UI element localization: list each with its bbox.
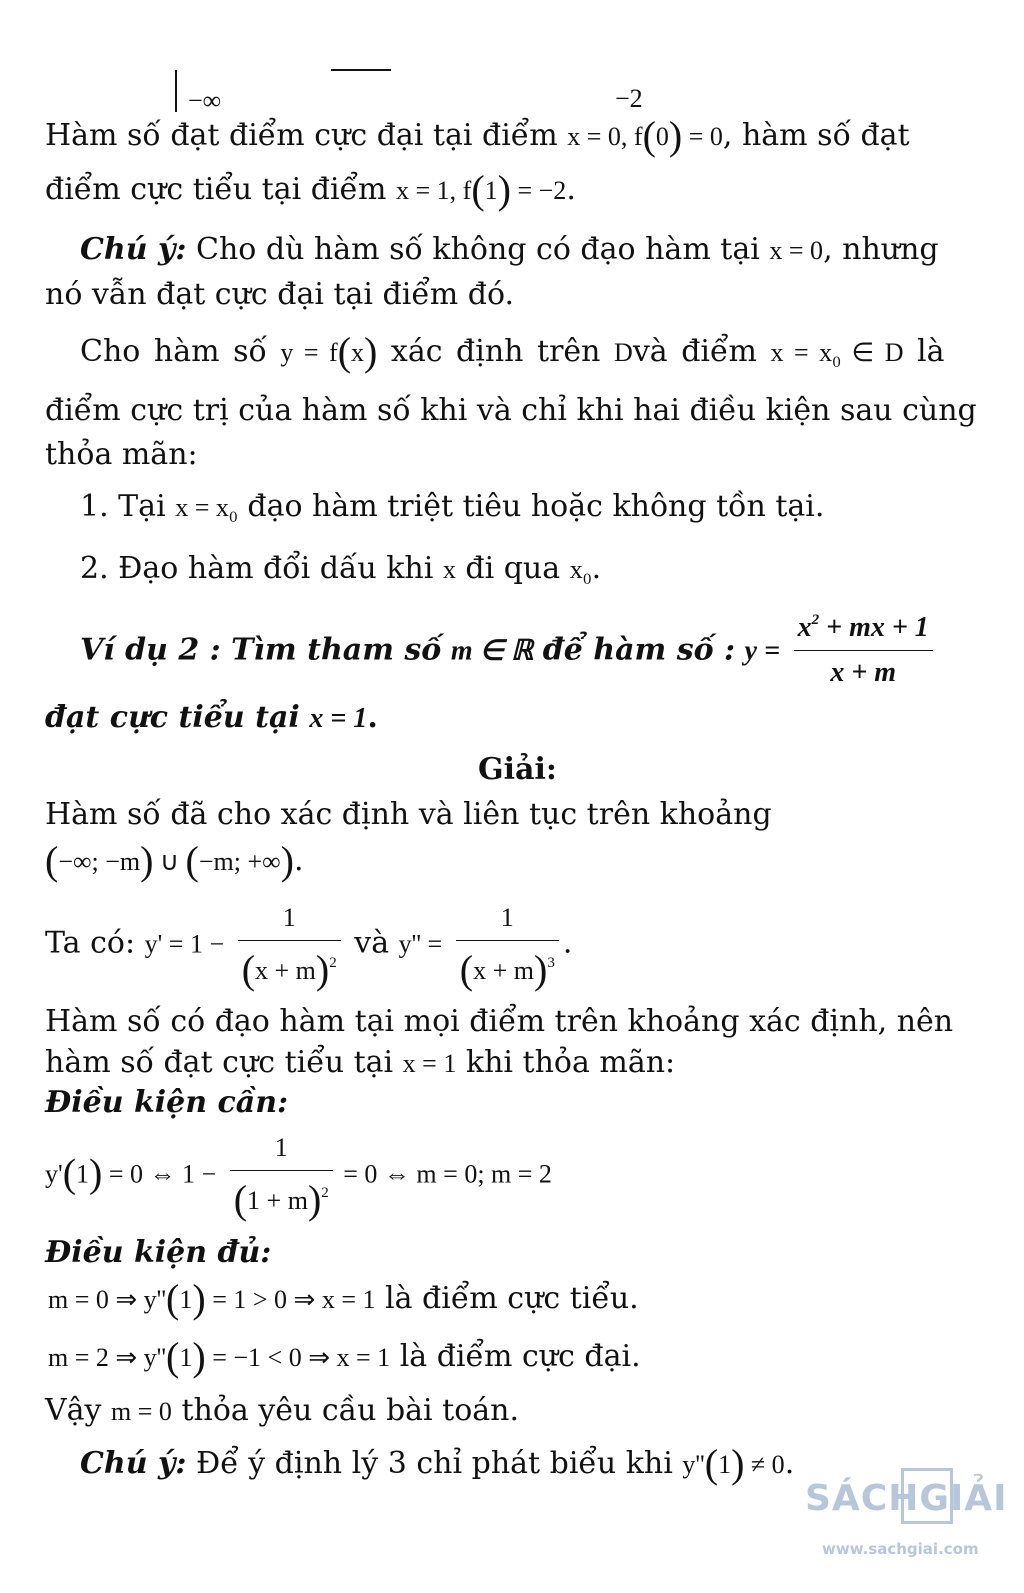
solution-line1: Hàm số đã cho xác định và liên tục trên khoảng: [45, 797, 772, 832]
sufficient-1: m = 0 ⇒ y''(1) = 1 > 0 ⇒ x = 1 là điểm cực tiểu.: [48, 1276, 639, 1321]
para2-line3: thỏa mãn:: [45, 437, 198, 472]
para2-line2: điểm cực trị của hàm số khi và chỉ khi hai điều kiện sau cùng: [45, 393, 977, 428]
necessary-heading: Điều kiện cần:: [45, 1085, 289, 1120]
solution-interval: (−∞; −m) ∪ (−m; +∞).: [45, 838, 304, 883]
solution-line4: hàm số đạt cực tiểu tại x = 1 khi thỏa mãn:: [45, 1045, 676, 1080]
solution-title: Giải:: [478, 752, 557, 787]
note1-line2: nó vẫn đạt cực đại tại điểm đó.: [45, 277, 515, 312]
solution-line3: Hàm số có đạo hàm tại mọi điểm trên khoảng xác định, nên: [45, 1004, 954, 1039]
logo-text: SÁCHGIẢI: [805, 1478, 1008, 1519]
conclusion: Vậy m = 0 thỏa yêu cầu bài toán.: [45, 1393, 520, 1428]
table-border: [175, 70, 177, 112]
para2-line1: Cho hàm số y = f(x) xác định trên Dvà điểm $x = x_0$ ∈ D là: [80, 329, 945, 374]
note1-line1: Chú ý: Cho dù hàm số không có đạo hàm tại x = 0, nhưng: [80, 232, 939, 267]
sufficient-2: m = 2 ⇒ y''(1) = −1 < 0 ⇒ x = 1 là điểm cực đại.: [48, 1334, 641, 1379]
necessary-condition: y'(1) = 0 ⇔ 1 − $\frac{1}{(1 + m)^2}$ = 0 ⇔ m = 0; m = 2: [45, 1133, 552, 1222]
watermark-url: www.sachgiai.com: [822, 1540, 979, 1558]
table-neg-inf: −∞: [188, 86, 222, 115]
para1-line2: điểm cực tiểu tại điểm x = 1, f(1) = −2.: [45, 167, 576, 212]
table-value: −2: [615, 84, 643, 113]
sufficient-heading: Điều kiện đủ:: [45, 1235, 272, 1270]
condition-2: 2. Đạo hàm đổi dấu khi x đi qua $x_0$.: [80, 551, 602, 588]
example-line2: đạt cực tiểu tại x = 1.: [45, 700, 378, 735]
condition-1: 1. Tại $x = x_0$ đạo hàm triệt tiêu hoặc không tồn tại.: [80, 489, 825, 526]
example-fraction: $\frac{x^2 + mx + 1}{x + m}$: [794, 602, 933, 691]
example-heading: Ví dụ 2 : Tìm tham số m ∈ ℝ để hàm số : y = $\frac{x^2 + mx + 1}{x + m}$: [80, 612, 937, 691]
note2: Chú ý: Để ý định lý 3 chỉ phát biểu khi y''(1) ≠ 0.: [80, 1441, 795, 1486]
derivatives: Ta có: y' = 1 − $\frac{1}{(x + m)^2}$ và y'' = $\frac{1}{(x + m)^3}$ .: [45, 903, 573, 992]
para1-line1: Hàm số đạt điểm cực đại tại điểm x = 0, f(0) = 0, hàm số đạt: [45, 113, 910, 158]
sachgiai-logo: [805, 1466, 1010, 1536]
table-line: [331, 69, 391, 71]
